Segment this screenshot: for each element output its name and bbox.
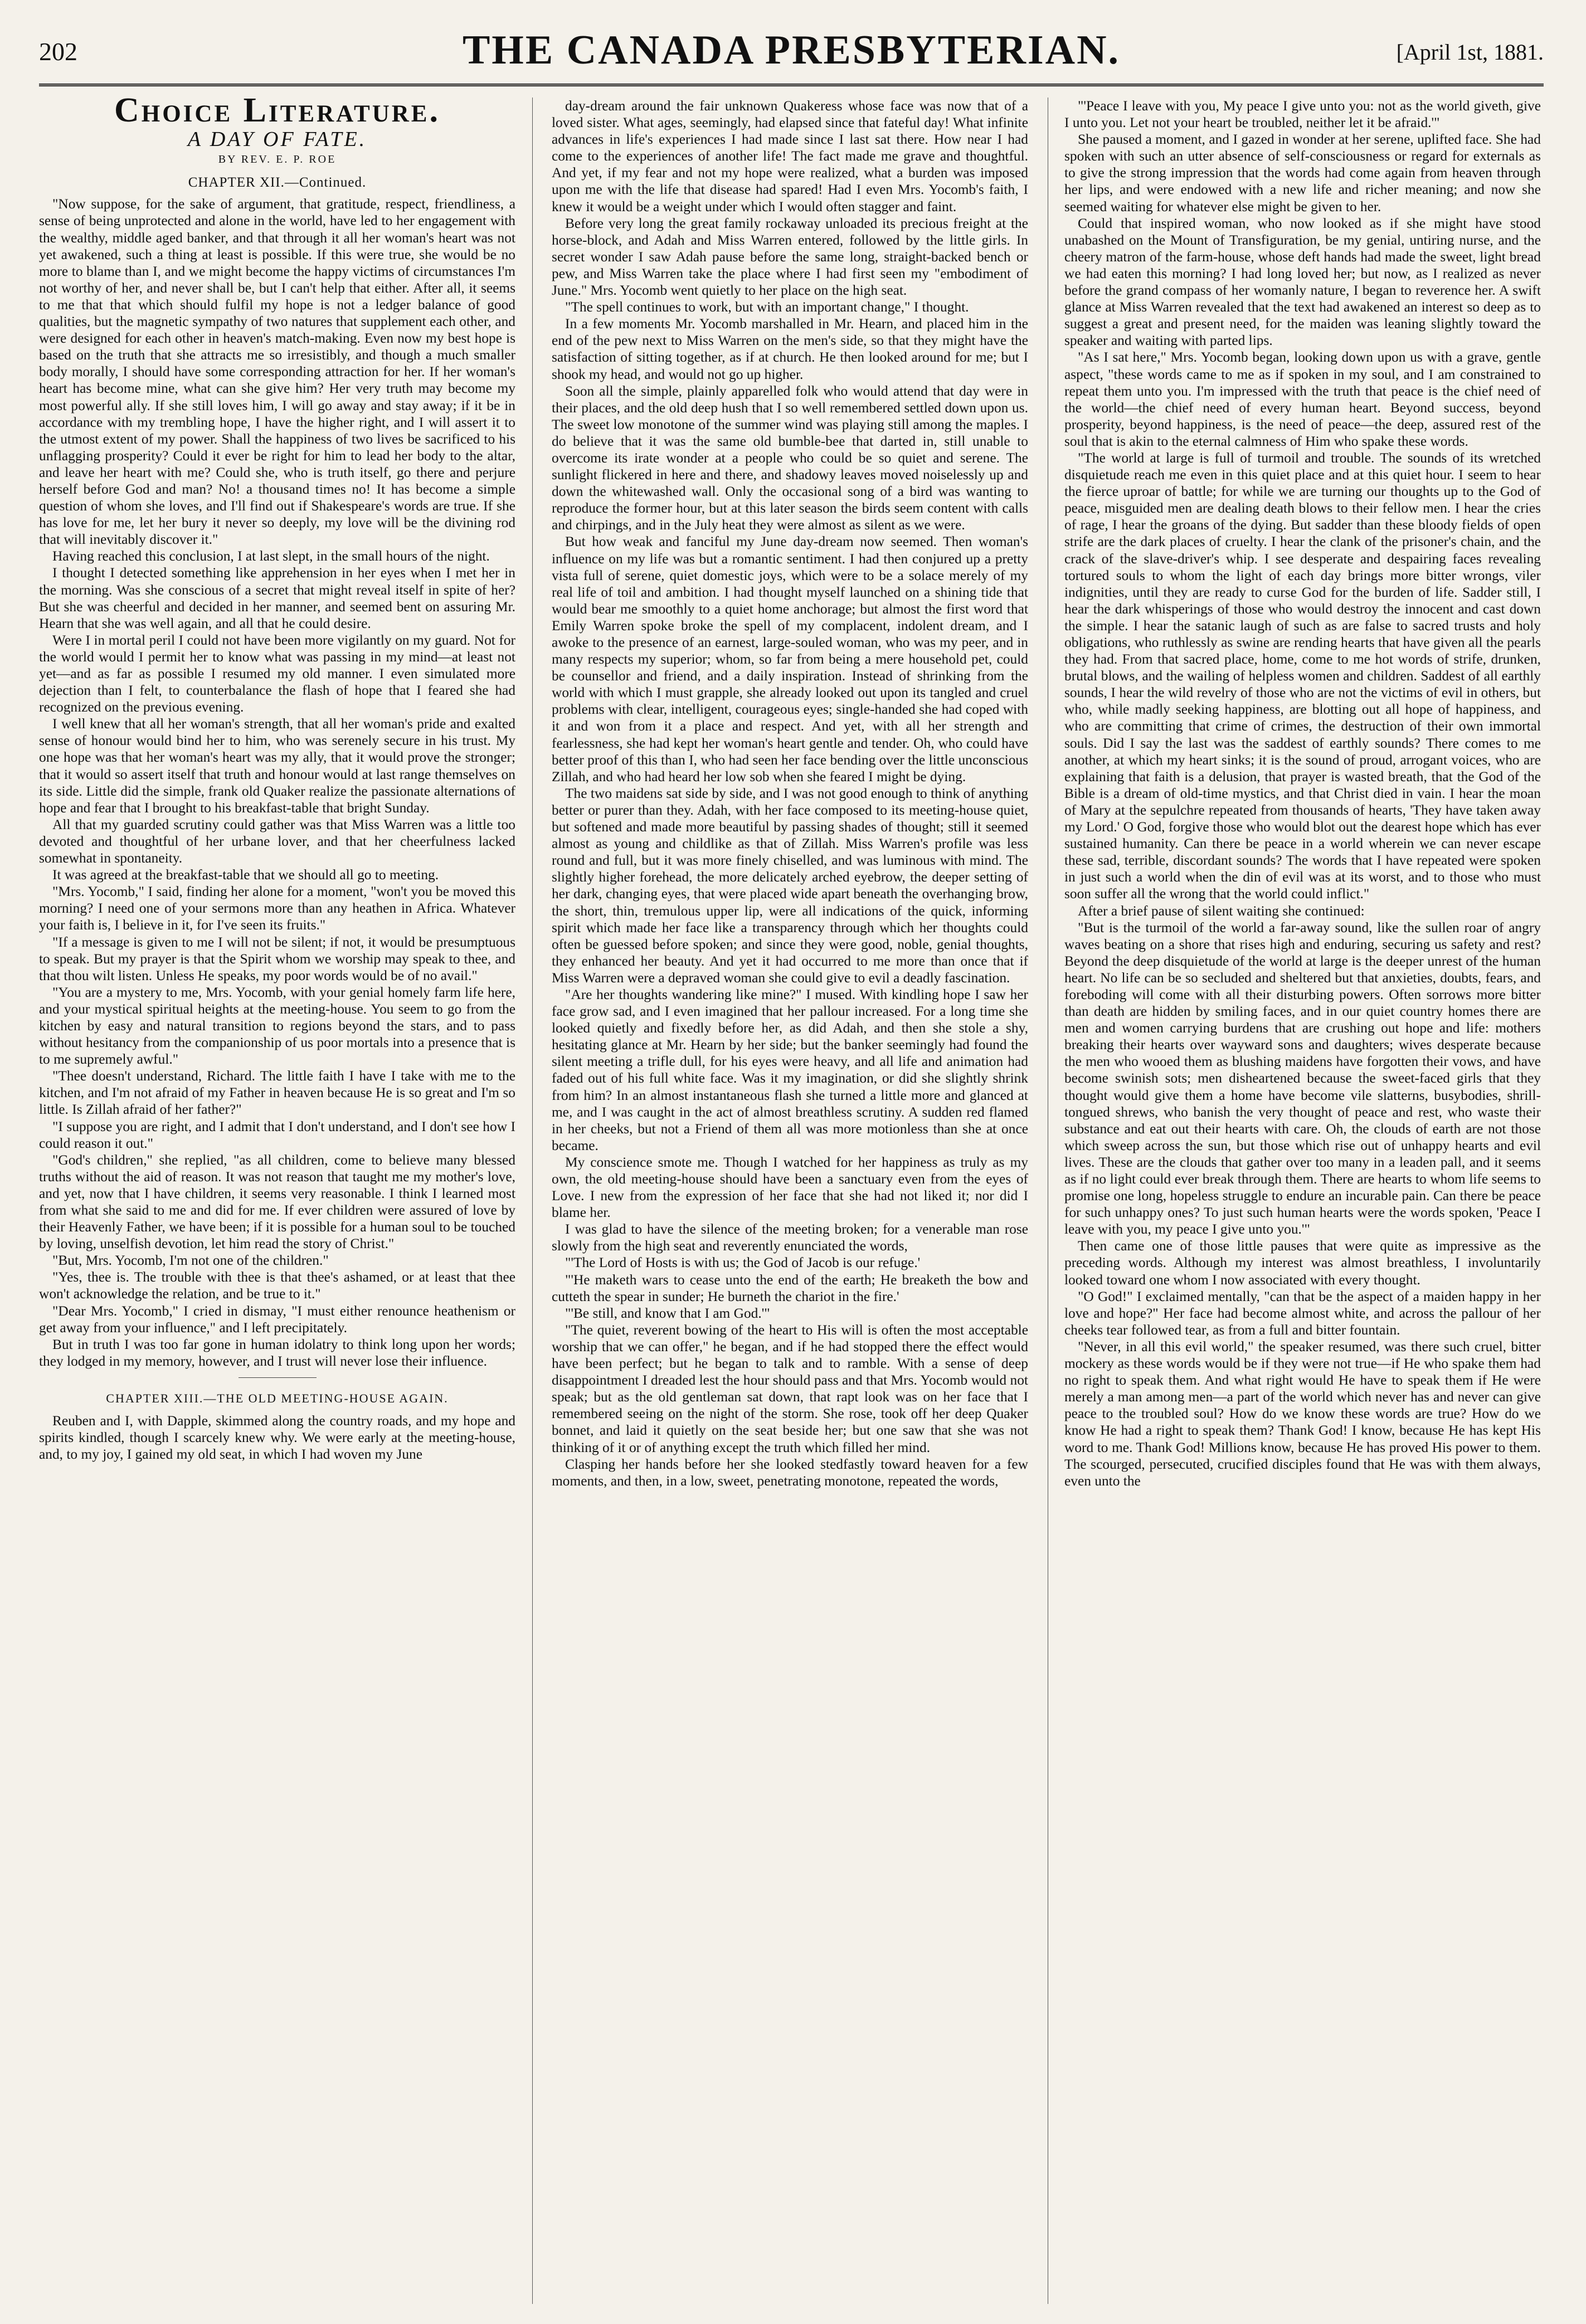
page-number: 202 <box>39 37 77 66</box>
paragraph: "But is the turmoil of the world a far-away sound, like the sullen roar of angry waves beating on a shore that rises high and enduring, securing us safety and rest? Beyond the deep disquietude of the world at large is the deeper unrest of the human heart. No life can be so secluded and sheltered but that anxieties, doubts, fears, and foreboding will come with all their disturbing powers. Often sorrows more bitter than death are hidden by smiling faces, and in our quiet country homes there are men and women carrying burdens that are crushing out hope and life: mothers breaking their hearts over wayward sons and daughters; wives desperate because the men who wooed them as blushing maidens have forgotten their vows, and have become swinish sots; men disheartened because the sweet-faced girls that they thought would give them a home have become vile slatterns, busybodies, shrill-tongued shrews, who banish the very thought of peace and rest, who waste their substance and eat out their hearts with care. Oh, the clouds of earth are not those which sweep across the sun, but those which rise out of unhappy hearts and evil lives. These are the clouds that gather over too many in a leaden pall, and it seems as if no light could ever break through them. There are hearts to whom life seems to promise one long, hopeless struggle to endure an incurable pain. Can there be peace for such unhappy ones? To just such human hearts were the words spoken, 'Peace I leave with you, my peace I give unto you.'" <box>1064 919 1541 1237</box>
column-1-body-continued <box>39 1412 515 1463</box>
paragraph: Then came one of those little pauses that were quite as impressive as the preceding words. Although my interest was almost breathless, I involuntarily looked toward one whom I now associated with every thought. <box>1064 1238 1541 1288</box>
paragraph: "The spell continues to work, but with an important change," I thought. <box>565 299 969 315</box>
paragraph: "God's children," she replied, "as all children, come to believe many blessed truths without the aid of reason. It was not reason that taught me my mother's love, and yet, now that I have children, it seems very reasonable. I think I learned most from what she said to me and did for me. If ever children were assured of love by their Heavenly Father, we have been; if it is possible for a human soul to be touched by loving, unselfish devotion, let him read the story of Christ." <box>39 1152 515 1252</box>
paragraph: In a few moments Mr. Yocomb marshalled in Mr. Hearn, and placed him in the end of the pew next to Miss Warren on the men's side, so that they might have the satisfaction of sitting together, as if at church. He then looked around for me; but I shook my head, and would not go up higher. <box>552 316 1028 382</box>
paragraph: "'Peace I leave with you, My peace I give unto you: not as the world giveth, give I unto you. Let not your heart be troubled, neither let it be afraid.'" <box>1064 98 1541 131</box>
paragraph: "The world at large is full of turmoil and trouble. The sounds of its wretched disquietude reach me even in this quiet place and at this quiet hour. I seem to hear the fierce uproar of battle; for while we are turning our thoughts up to the God of peace, misguided men are dealing death blows to their fellow men. I hear the cries of rage, I hear the groans of the dying. But sadder than these bloody fields of open strife are the dark places of cruelty. I hear the clank of the prisoner's chain, and the crack of the slave-driver's whip. I see desperate and despairing faces revealing tortured souls to whom the light of each day brings more bitter wrongs, viler indignities, until they are ready to curse God for the burden of life. Sadder still, I hear the dark whisperings of those who would destroy the innocent and cast down the simple. I hear the satanic laugh of such as are false to sacred trusts and holy obligations, who ruthlessly as swine are rending hearts that have given all the pearls they had. From that sacred place, home, come to me hot words of strife, drunken, brutal blows, and the wailing of helpless women and children. Saddest of all earthly sounds, I hear the wild revelry of those who are not the victims of evil in others, but who, while madly seeking happiness, are blotting out all hope of happiness, and who are committing that crime of crimes, the destruction of their own immortal souls. Did I say the last was the saddest of earthly sounds? There comes to me another, at which my heart sinks; it is the sound of proud, arrogant voices, who are explaining that faith is a delusion, that prayer is wasted breath, that the God of the Bible is a dream of old-time mystics, and that Christ died in vain. I hear the moan of Mary at the sepulchre repeated from thousands of hearts, 'They have taken away my Lord.' O God, forgive those who would blot out the dearest hope which has ever sustained humanity. Can there be peace in a world wherein we can never escape these sad, terrible, discordant sounds? The words that I have repeated were spoken in just such a world when the din of evil was at its worst, and to those who must soon suffer all the wrong that the world could inflict." <box>1064 450 1541 902</box>
column-1 <box>39 98 515 2304</box>
paragraph: day-dream around the fair unknown Quakeress whose face was now that of a loved sister. What ages, seemingly, had elapsed since that fateful day! What infinite advances in life's experiences I had made since I last sat there. How near I had come to the experiences of another life! The fact made me grave and thoughtful. And yet, if my fear and not my hope were realized, what a burden was imposed upon me with the life that disease had spared! Had I even Mrs. Yocomb's faith, I knew it would be a weight under which I would often stagger and faint. <box>552 98 1028 215</box>
paragraph: "You are a mystery to me, Mrs. Yocomb, with your genial homely farm life here, and your mystical spiritual heights at the meeting-house. You seem to go from the kitchen by easy and natural transition to regions beyond the stars, and to pass without hesitancy from the companionship of us poor mortals into a presence that is to me supremely awful." <box>39 984 515 1068</box>
paragraph: But how weak and fanciful my June day-dream now seemed. Then woman's influence on my life was but a romantic sentiment. I had then conjured up a pretty vista full of serene, quiet domestic joys, which were to be a solace merely of my real life of toil and ambition. I had thought myself launched on a shining tide that would bear me smoothly to a quiet home anchorage; but almost the first word that Emily Warren spoke broke the spell of my complacent, indolent dream, and I awoke to the presence of an earnest, large-souled woman, who was my peer, and in many respects my superior; whom, so far from being a mere household pet, could be counsellor and friend, and a daily inspiration. Instead of shrinking from the world with which I must grapple, she already looked out upon its tangled and cruel problems with clear, intelligent, courageous eyes; single-handed she had coped with it and won from it a place and respect. And yet, with all her strength and fearlessness, she had kept her woman's heart gentle and tender. Oh, who could have better proof of this than I, who had seen her face bending over the little unconscious Zillah, and who had heard her low sob when she feared I might be dying. <box>552 534 1028 785</box>
paragraph: I thought I detected something like apprehension in her eyes when I met her in the morning. Was she conscious of a secret that might reveal itself in spite of her? But she was cheerful and decided in her manner, and seemed bent on assuring Mr. Hearn that she was well again, and all that he could desire. <box>39 565 515 631</box>
paragraph: All that my guarded scrutiny could gather was that Miss Warren was a little too devoted and thoughtful of her urbane lover, and that her cheerfulness lacked somewhat in spontaneity. <box>39 816 515 866</box>
paragraph: "'He maketh wars to cease unto the end of the earth; He breaketh the bow and cutteth the spear in sunder; He burneth the chariot in the fire.' <box>552 1271 1028 1304</box>
chapter-heading-2: CHAPTER XIII.—THE OLD MEETING-HOUSE AGAIN. <box>106 1391 449 1405</box>
paragraph: "I suppose you are right, and I admit that I don't understand, and I don't see how I could reason it out." <box>39 1118 515 1151</box>
paragraph: "Mrs. Yocomb," I said, finding her alone for a moment, "won't you be moved this morning? I need one of your sermons more than any heathen in Africa. Whatever your faith is, I believe in it, for I've seen its fruits." <box>39 884 515 933</box>
issue-date: [April 1st, 1881. <box>1396 40 1544 65</box>
paragraph: Soon all the simple, plainly apparelled folk who would attend that day were in their places, and the old deep hush that I so well remembered settled down upon us. The sweet low monotone of the summer wind was playing still among the maples. I do believe that it was the same old bumble-bee that darted in, still unable to overcome its irate wonder at a people who could be so quiet and serene. The sunlight flickered in here and there, and shadowy leaves moved noiselessly up and down the whitewashed wall. Only the occasional song of a bird was wanting to reproduce the former hour, but at this later season the birds seem content with calls and chirpings, and in the July heat they were almost as silent as we were. <box>552 383 1028 533</box>
column-3-body <box>1064 98 1541 1489</box>
paragraph: It was agreed at the breakfast-table that we should all go to meeting. <box>52 867 439 883</box>
column-divider <box>532 98 533 2304</box>
paragraph: But in truth I was too far gone in human idolatry to think long upon her words; they lodged in my memory, however, and I trust will never lose their influence. <box>39 1336 515 1369</box>
section-heading: Choice Literature. <box>114 98 440 129</box>
story-title: A DAY OF FATE. <box>187 128 367 152</box>
paragraph: I well knew that all her woman's strength, that all her woman's pride and exalted sense of honour would bind her to him, who was serenely secure in his trust. My one hope was that her woman's heart was my ally, that it would prove the stronger; that it would so assert itself that truth and honour would at last range themselves on its side. Little did the simple, frank old Quaker realize the passionate alternations of hope and fear that I brought to his breakfast-table that bright Sunday. <box>39 716 515 816</box>
paragraph: "Yes, thee is. The trouble with thee is that thee's ashamed, or at least that thee won't acknowledge the relation, and be true to it." <box>39 1269 515 1302</box>
paragraph: Were I in mortal peril I could not have been more vigilantly on my guard. Not for the world would I permit her to know what was passing in my mind—at least not yet—and as far as possible I resumed my old manner. I even simulated more dejection than I felt, to counterbalance the flash of hope that I feared she had recognized on the previous evening. <box>39 632 515 715</box>
column-2 <box>552 98 1028 2304</box>
paragraph: "Are her thoughts wandering like mine?" I mused. With kindling hope I saw her face grow sad, and I even imagined that her pallour increased. For a long time she looked quietly and fixedly before her, as did Adah, and then she stole a shy, hesitating glance at Mr. Hearn by her side; but the banker seemingly had found the silent meeting a trifle dull, for his eyes were heavy, and all life and animation had faded out of his full white face. Was it my imagination, or did she slightly shrink from him? In an almost instantaneous flash she turned a little more and glanced at me, and I was caught in the act of almost breathless scrutiny. A sudden red flamed in her cheeks, but not a Friend of them all was more motionless than she at once became. <box>552 986 1028 1153</box>
paragraph: "O God!" I exclaimed mentally, "can that be the aspect of a maiden happy in her love and hope?" Her face had become almost white, and across the pallour of her cheeks tear followed tear, as from a full and bitter fountain. <box>1064 1288 1541 1338</box>
column-2-body <box>552 98 1028 1489</box>
paragraph: She paused a moment, and I gazed in wonder at her serene, uplifted face. She had spoken with such an utter absence of self-consciousness or regard for externals as to give the strong impression that the words had come again from heaven through her lips, and were endowed with a new life and richer meaning; and now she seemed waiting for whatever else might be given to her. <box>1064 131 1541 215</box>
paragraph: "Thee doesn't understand, Richard. The little faith I have I take with me to the kitchen, and I'm not afraid of my Father in heaven because He is so great and I'm so little. Is Zillah afraid of her father?" <box>39 1068 515 1118</box>
paragraph: "'Be still, and know that I am God.'" <box>565 1305 770 1321</box>
story-byline: BY REV. E. P. ROE <box>218 153 337 166</box>
paragraph: After a brief pause of silent waiting she continued: <box>1078 903 1365 919</box>
chapter-heading: CHAPTER XII.—Continued. <box>188 175 367 191</box>
paragraph: Reuben and I, with Dapple, skimmed along the country roads, and my hope and spirits kindled, though I scarcely knew why. We were early at the meeting-house, and, to my joy, I gained my old seat, in which I had woven my June <box>39 1413 515 1463</box>
masthead <box>39 27 1544 99</box>
section-divider <box>239 1377 317 1378</box>
paragraph: My conscience smote me. Though I watched for her happiness as truly as my own, the old meeting-house should have been a sanctuary even from the eyes of Love. I new from the expression of her face that she had not liked it; nor did I blame her. <box>552 1154 1028 1221</box>
paragraph: "Dear Mrs. Yocomb," I cried in dismay, "I must either renounce heathenism or get away from your influence," and I left precipitately. <box>39 1303 515 1336</box>
column-3 <box>1064 98 1541 2304</box>
paragraph: Having reached this conclusion, I at last slept, in the small hours of the night. <box>52 548 490 564</box>
paragraph: Before very long the great family rockaway unloaded its precious freight at the horse-block, and Adah and Miss Warren entered, followed by the little girls. In secret wonder I saw Adah pause before the same long, straight-backed bench or pew, and Miss Warren take the place where I had first seen my "embodiment of June." Mrs. Yocomb went quietly to her place on the high seat. <box>552 215 1028 299</box>
paragraph: I was glad to have the silence of the meeting broken; for a venerable man rose slowly from the high seat and reverently enunciated the words, <box>552 1221 1028 1254</box>
paragraph: "'The Lord of Hosts is with us; the God of Jacob is our refuge.' <box>565 1255 921 1271</box>
paragraph: "The quiet, reverent bowing of the heart to His will is often the most acceptable worship that we can offer," he began, and if he had stopped there the effect would have been perfect; but he began to talk and to ramble. With a sense of deep disappointment I dreaded lest the hour should pass and that Mrs. Yocomb would not speak; but as the old gentleman sat down, that rapt look was on her face that I remembered seeing on the night of the storm. She rose, took off her deep Quaker bonnet, and laid it quietly on the seat beside her; but one saw that she was not thinking of it or of anything except the truth which filled her mind. <box>552 1322 1028 1455</box>
paragraph: "As I sat here," Mrs. Yocomb began, looking down upon us with a grave, gentle aspect, "these words came to me as if spoken in my soul, and I am constrained to repeat them unto you. I'm impressed with the truth that peace is the chief need of the world—the chief need of every human heart. Beyond success, beyond prosperity, beyond happiness, is the need of peace—the deep, assured rest of the soul that is akin to the eternal calmness of Him who spake these words. <box>1064 349 1541 449</box>
masthead-rule <box>39 84 1544 86</box>
paper-title: THE CANADA PRESBYTERIAN. <box>462 27 1121 73</box>
paragraph: "Now suppose, for the sake of argument, that gratitude, respect, friendliness, a sense of being unprotected and alone in the world, have led to her engagement with the wealthy, middle aged banker, and that through it all her woman's heart was not yet awakened, such a thing at least is possible. If this were true, she would be no more to blame than I, and we might become the happy victims of circumstances I'm not worthy of her, and never shall be, but I can't help that either. After all, it seems to me that that which should fulfil my hope is not a ledger balance of good qualities, but the magnetic sympathy of two natures that supplement each other, and were designed for each other in heaven's match-making. Even now my best hope is based on the truth that she attracts me so irresistibly, and though a much smaller body morally, I should have some corresponding attraction for her. If her woman's heart has become mine, what can she give him? Her very truth may become my most powerful ally. If she still loves him, I will go away and stay away; if it be in accordance with my trembling hope, I have the higher right, and I will assert it to the utmost extent of my power. Shall the happiness of two lives be sacrificed to his unflagging prosperity? Could it ever be right for him to lead her body to the altar, and leave her heart with me? Could she, who is truth itself, go there and perjure herself before God and man? No! a thousand times no! It has become a simple question of whom she loves, and I'll find out if Shakespeare's words are true. If she has love for me, let her bury it never so deeply, my love will be the divining rod that will inevitably discover it." <box>39 196 515 548</box>
paragraph: "But, Mrs. Yocomb, I'm not one of the children." <box>52 1253 329 1269</box>
column-1-body <box>39 196 515 1370</box>
paragraph: Clasping her hands before her she looked stedfastly toward heaven for a few moments, and then, in a low, sweet, penetrating monotone, repeated the words, <box>552 1456 1028 1489</box>
paragraph: "Never, in all this evil world," the speaker resumed, was there such cruel, bitter mockery as these words would be if they were not true—if He who spake them had no right to speak them. And what right would He have to speak them if He were merely a man among men—a part of the world which never has and never can give peace to the troubled soul? How do we know these words are true? How do we know He had a right to speak them? Thank God! I know, because He has kept His word to me. Thank God! Millions know, because He has proved His power to them. The scourged, persecuted, crucified disciples found that He was with them always, even unto the <box>1064 1338 1541 1489</box>
paragraph: "If a message is given to me I will not be silent; if not, it would be presumptuous to speak. But my prayer is that the Spirit whom we worship may speak to thee, and that thou wilt listen. Unless He speaks, my poor words would be of no avail." <box>39 934 515 983</box>
paragraph: The two maidens sat side by side, and I was not good enough to think of anything better or purer than they. Adah, with her face composed to its meeting-house quiet, but softened and made more beautiful by passing shades of thought; still it seemed almost as young and childlike as that of Zillah. Miss Warren's profile was less round and full, but it was more finely chiselled, and was luminous with mind. The slightly higher forehead, the more delicately arched eyebrow, the deeper setting of her dark, changing eyes, that were placed wide apart beneath the overhanging brow, the short, thin, tremulous upper lip, were all indications of the quick, informing spirit which made her face like a transparency through which her thoughts could often be guessed before spoken; and since they were good, noble, genial thoughts, they enhanced her beauty. And yet it had occurred to me more than once that if Miss Warren were a depraved woman she could give to evil a deadly fascination. <box>552 785 1028 986</box>
paragraph: Could that inspired woman, who now looked as if she might have stood unabashed on the Mount of Transfiguration, be my genial, untiring nurse, and the cheery matron of the farm-house, whose deft hands had made the sweet, light bread we had eaten this morning? I had long loved her; but now, as I realized as never before the grand compass of her womanly nature, I began to reverence her. A swift glance at Miss Warren revealed that the text had awakened an interest so deep as to suggest a great and present need, for the maiden was leaning slightly toward the speaker and waiting with parted lips. <box>1064 215 1541 349</box>
